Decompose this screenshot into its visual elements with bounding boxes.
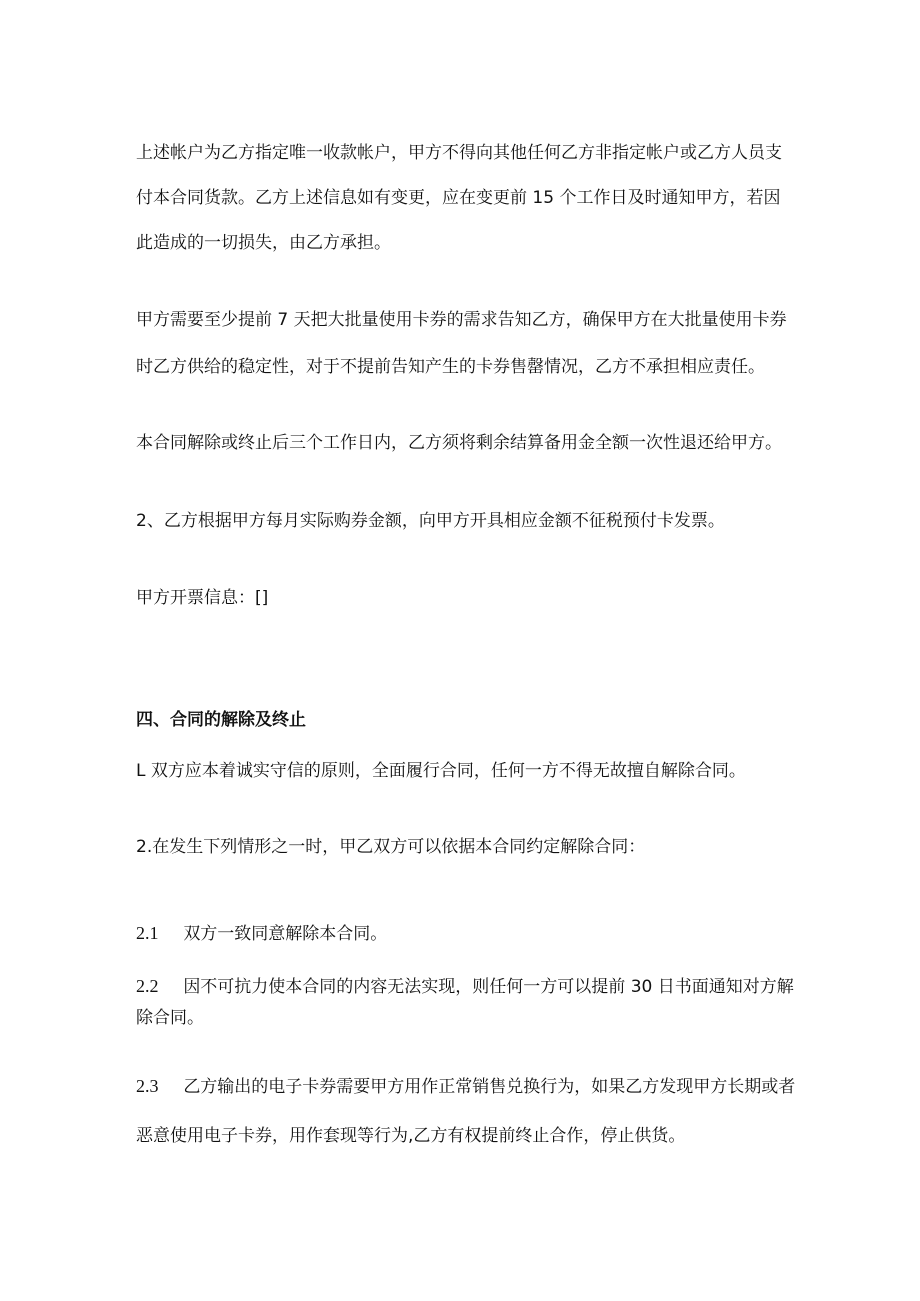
clause-2-3-line-1 — [136, 1074, 796, 1099]
clause-2-3-line-2: 恶意使用电子卡券，用作套现等行为,乙方有权提前终止合作，停止供货。 — [136, 1126, 686, 1146]
clause-2-2-line-1 — [136, 974, 796, 999]
clause-text: 乙方输出的电子卡券需要甲方用作正常销售兑换行为，如果乙方发现甲方长期或者 — [183, 1077, 796, 1097]
clause-2-1 — [136, 921, 796, 946]
paragraph-notice-line-1: 甲方需要至少提前 7 天把大批量使用卡券的需求告知乙方，确保甲方在大批量使用卡券 — [136, 310, 787, 330]
paragraph-account-line-3: 此造成的一切损失，由乙方承担。 — [136, 233, 391, 253]
section-heading: 四、合同的解除及终止 — [136, 710, 306, 730]
clause-text: 因不可抗力使本合同的内容无法实现，则任何一方可以提前 30 日书面通知对方解 — [183, 977, 794, 997]
paragraph-invoice: 2、乙方根据甲方每月实际购券金额，向甲方开具相应金额不征税预付卡发票。 — [136, 511, 725, 531]
paragraph-notice-line-2: 时乙方供给的稳定性，对于不提前告知产生的卡券售罄情况，乙方不承担相应责任。 — [136, 357, 765, 377]
clause-2: 2.在发生下列情形之一时，甲乙双方可以依据本合同约定解除合同： — [136, 837, 646, 857]
invoice-info: 甲方开票信息：[] — [136, 588, 269, 608]
paragraph-account-line-1: 上述帐户为乙方指定唯一收款帐户，甲方不得向其他任何乙方非指定帐户或乙方人员支 — [136, 143, 782, 163]
paragraph-refund: 本合同解除或终止后三个工作日内，乙方须将剩余结算备用金全额一次性退还给甲方。 — [136, 433, 782, 453]
clause-number: 2.3 — [136, 1076, 159, 1096]
clause-1: L 双方应本着诚实守信的原则，全面履行合同，任何一方不得无故擅自解除合同。 — [136, 761, 746, 781]
clause-number: 2.2 — [136, 976, 159, 996]
clause-number: 2.1 — [136, 923, 159, 943]
clause-text: 双方一致同意解除本合同。 — [183, 924, 388, 944]
clause-2-2-line-2: 除合同。 — [136, 1008, 204, 1028]
paragraph-account-line-2: 付本合同货款。乙方上述信息如有变更，应在变更前 15 个工作日及时通知甲方，若因 — [136, 188, 781, 208]
